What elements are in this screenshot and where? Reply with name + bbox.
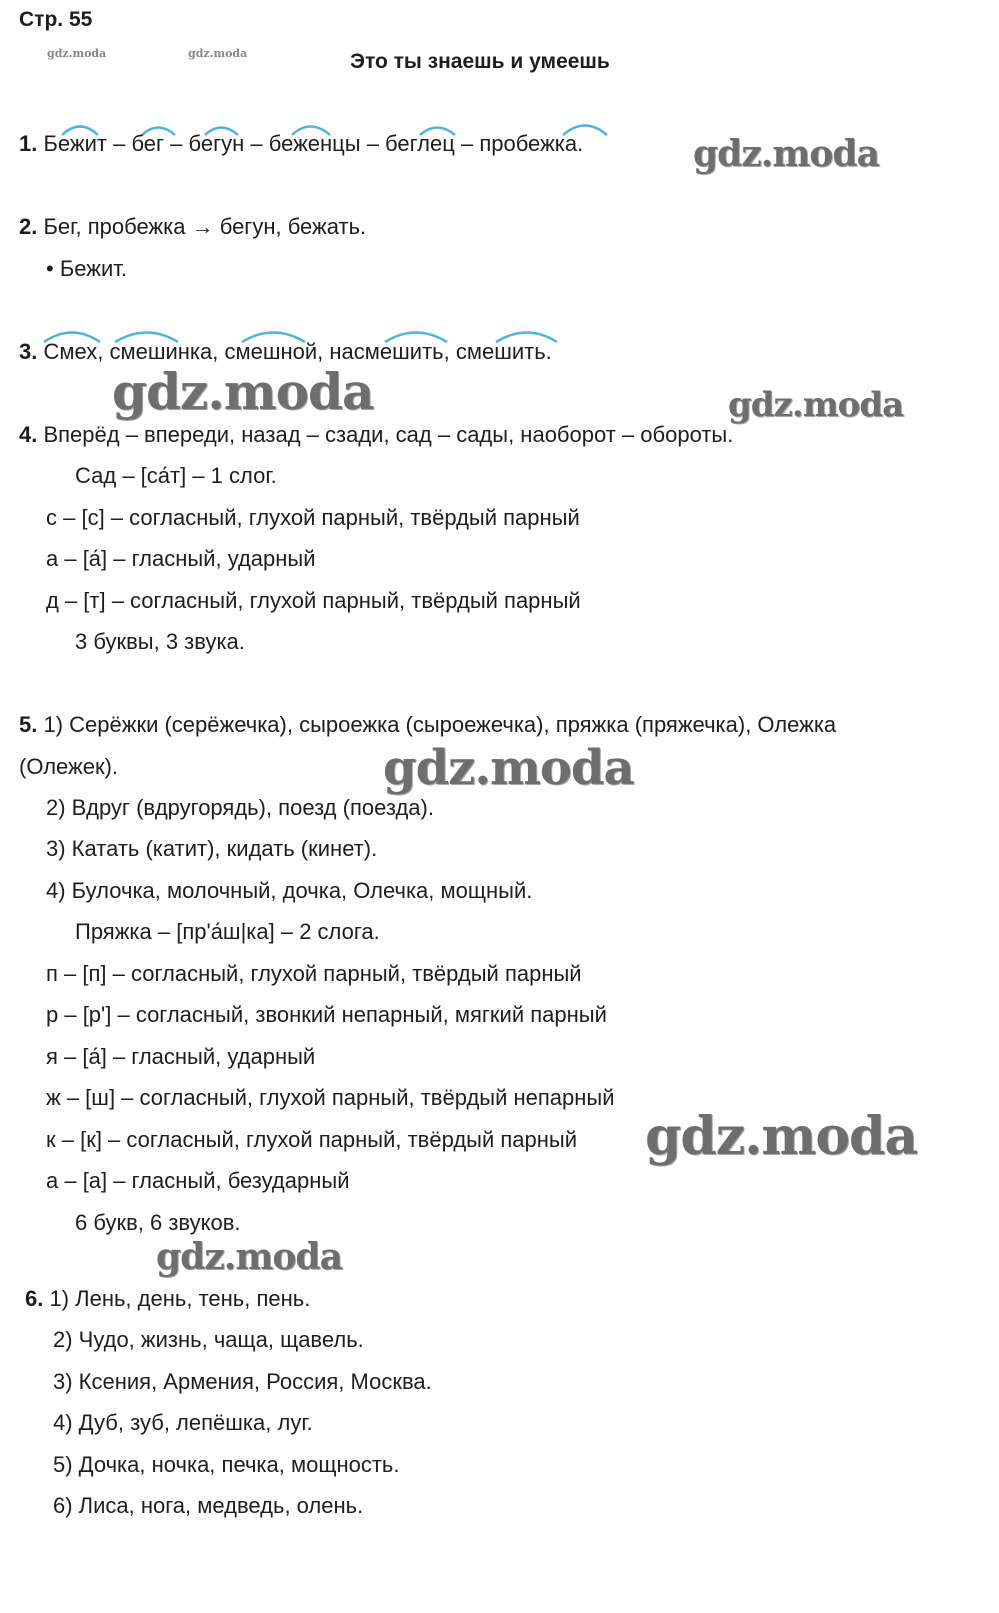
exercise-5-line-1b: (Олежек).: [19, 754, 119, 779]
exercise-2-text: Бег, пробежка → бегун, бежать.: [37, 214, 367, 239]
exercise-4-line-2: с – [с] – согласный, глухой парный, твёрдый парный: [46, 505, 580, 530]
watermark-small-1: gdz.moda: [47, 47, 107, 60]
exercise-4-number: 4.: [19, 422, 38, 447]
exercise-5-item-2: 2) Вдруг (вдругорядь), поезд (поезда).: [46, 795, 434, 820]
exercise-5-analysis-5: ж – [ш] – согласный, глухой парный, твёрдый непарный: [46, 1085, 615, 1110]
exercise-6: [25, 1286, 310, 1312]
watermark-3: gdz.moda: [728, 385, 904, 425]
exercise-4-line-1: Сад – [са́т] – 1 слог.: [75, 463, 277, 488]
exercise-4: [19, 422, 733, 448]
watermark-4: gdz.moda: [383, 740, 634, 796]
page-title: Это ты знаешь и умеешь: [350, 50, 610, 73]
exercise-6-item-2: 2) Чудо, жизнь, чаща, щавель.: [53, 1327, 364, 1352]
exercise-4-line-5: 3 буквы, 3 звука.: [75, 629, 245, 654]
watermark-6: gdz.moda: [156, 1236, 342, 1278]
exercise-6-item-1: 1) Лень, день, тень, пень.: [43, 1286, 311, 1311]
exercise-5-item-3: 3) Катать (катит), кидать (кинет).: [46, 836, 378, 861]
exercise-3-text: Смех, смешинка, смешной, насмешить, смешить.: [37, 339, 552, 364]
exercise-5-analysis-1: Пряжка – [пр'а́ш|ка] – 2 слога.: [75, 919, 380, 944]
exercise-1-number: 1.: [19, 131, 38, 156]
page-number: Стр. 55: [19, 8, 93, 31]
exercise-2-number: 2.: [19, 214, 38, 239]
exercise-4-text: Вперёд – впереди, назад – сзади, сад – сады, наоборот – обороты.: [37, 422, 734, 447]
exercise-5-analysis-6: к – [к] – согласный, глухой парный, твёрдый парный: [46, 1127, 578, 1152]
exercise-2: [19, 214, 366, 240]
exercise-5-analysis-7: а – [а] – гласный, безударный: [46, 1168, 350, 1193]
watermark-small-2: gdz.moda: [188, 47, 248, 60]
exercise-5: [19, 712, 836, 738]
exercise-5-analysis-4: я – [а́] – гласный, ударный: [46, 1044, 316, 1069]
exercise-3-number: 3.: [19, 339, 38, 364]
exercise-6-item-5: 5) Дочка, ночка, печка, мощность.: [53, 1452, 400, 1477]
exercise-6-item-3: 3) Ксения, Армения, Россия, Москва.: [53, 1369, 432, 1394]
exercise-4-line-4: д – [т] – согласный, глухой парный, твёрдый парный: [46, 588, 581, 613]
exercise-1-text: Бежит – бег – бегун – беженцы – беглец – пробежка.: [37, 131, 584, 156]
exercise-5-analysis-3: р – [р'] – согласный, звонкий непарный, мягкий парный: [46, 1002, 607, 1027]
exercise-5-analysis-8: 6 букв, 6 звуков.: [75, 1210, 241, 1235]
watermark-2: gdz.moda: [112, 362, 374, 421]
watermark-5: gdz.moda: [645, 1106, 918, 1167]
exercise-5-analysis-2: п – [п] – согласный, глухой парный, твёрдый парный: [46, 961, 582, 986]
exercise-6-item-6: 6) Лиса, нога, медведь, олень.: [53, 1493, 364, 1518]
exercise-1: [19, 131, 583, 157]
exercise-5-text: 1) Серёжки (серёжечка), сыроежка (сыроежечка), пряжка (пряжечка), Олежка: [37, 712, 837, 737]
watermark-1: gdz.moda: [693, 133, 879, 175]
exercise-5-item-4: 4) Булочка, молочный, дочка, Олечка, мощный.: [46, 878, 533, 903]
exercise-6-number: 6.: [25, 1286, 44, 1311]
exercise-5-number: 5.: [19, 712, 38, 737]
exercise-6-item-4: 4) Дуб, зуб, лепёшка, луг.: [53, 1410, 313, 1435]
exercise-2-bullet: • Бежит.: [46, 256, 127, 281]
exercise-4-line-3: а – [а́] – гласный, ударный: [46, 546, 316, 571]
